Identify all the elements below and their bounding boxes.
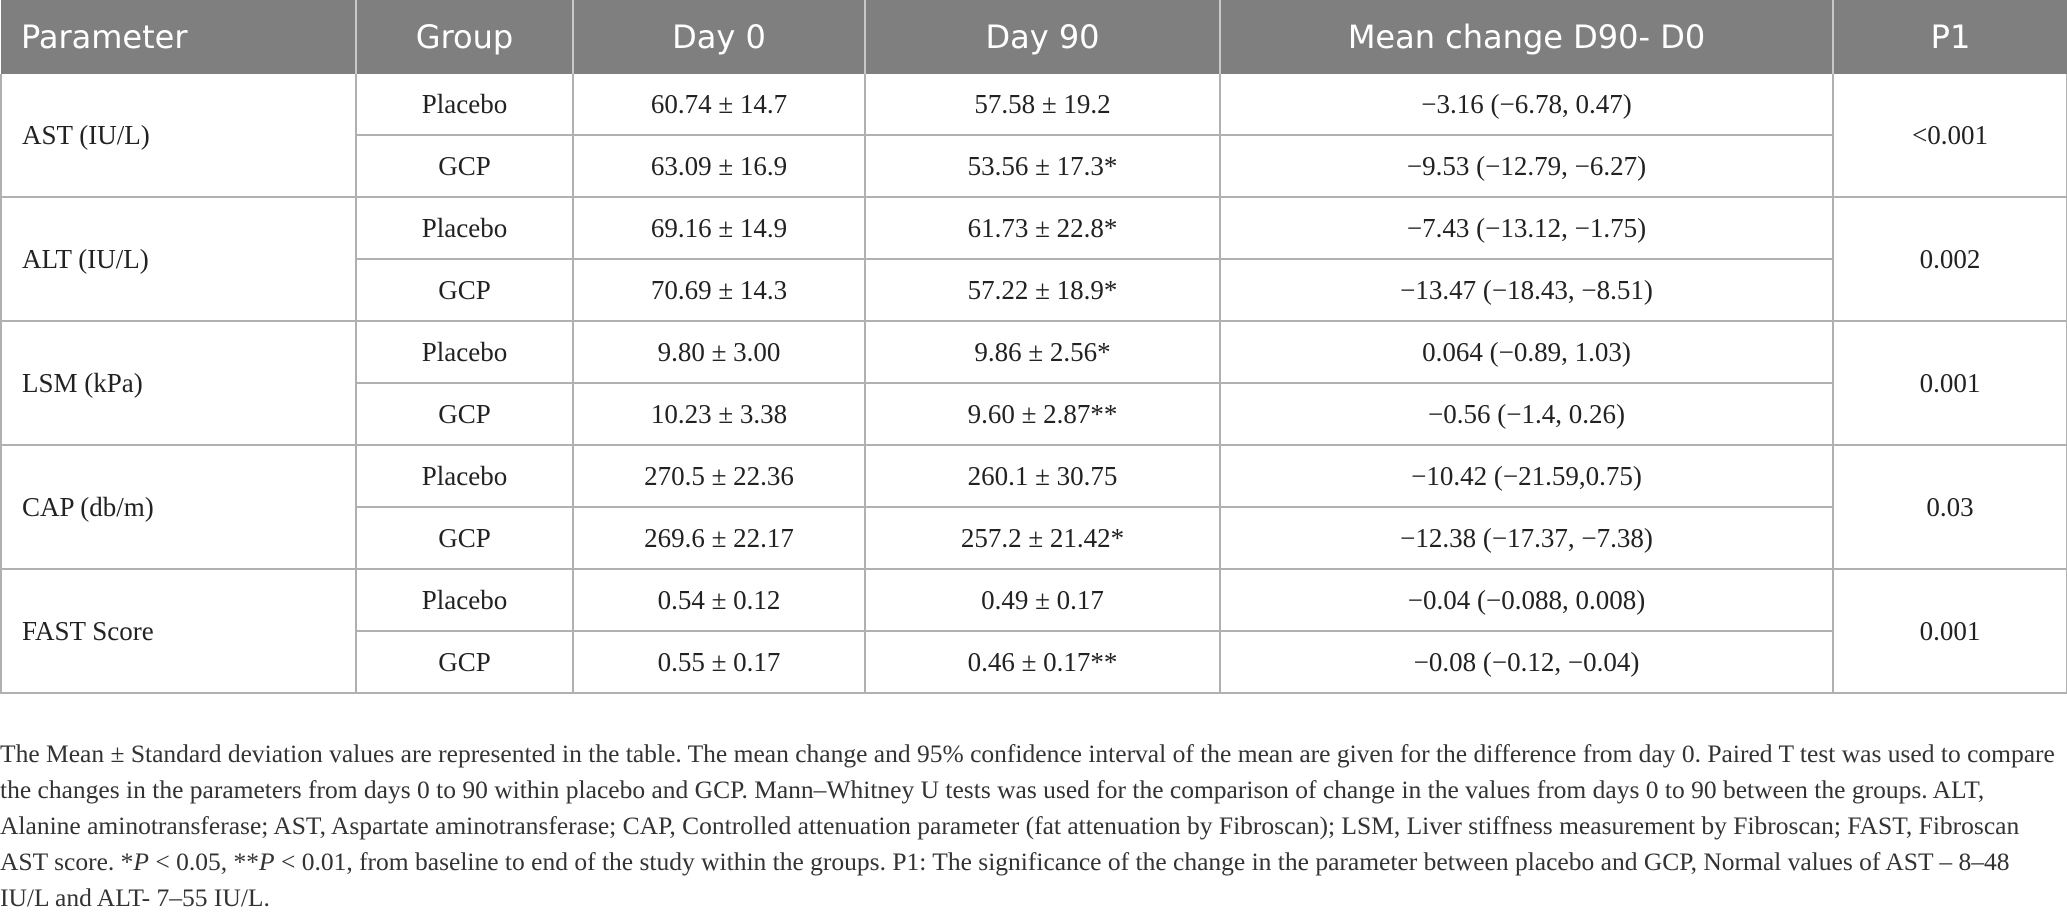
day90-cell: 9.60 ± 2.87** — [865, 383, 1220, 445]
footnote-p-symbol: P — [258, 846, 275, 876]
day0-cell: 70.69 ± 14.3 — [573, 259, 865, 321]
day90-cell: 257.2 ± 21.42* — [865, 507, 1220, 569]
change-cell: −10.42 (−21.59,0.75) — [1220, 445, 1833, 507]
footnote-text-1: The Mean ± Standard deviation values are represented in the table. The mean change and 95% confidence interval of the mean are given for the difference from day 0. Paired T test was used to compare the changes in the parameters from days 0 to 90 within placebo and GCP. Mann–Whitney U tests was used for the comparison of change in the values from days 0 to 90 between the groups. ALT, Alanine aminotransferase; AST, Aspartate aminotransferase; CAP, Controlled attenuation parameter (fat attenuation by Fibroscan); LSM, Liver stiffness measurement by Fibroscan; FAST, Fibroscan AST score. * — [0, 738, 2055, 876]
header-row — [1, 0, 2067, 74]
day90-cell: 260.1 ± 30.75 — [865, 445, 1220, 507]
table-row — [1, 569, 2067, 631]
header-group: Group — [356, 0, 573, 74]
parameter-cell: FAST Score — [1, 569, 356, 693]
day0-cell: 270.5 ± 22.36 — [573, 445, 865, 507]
group-cell: Placebo — [356, 74, 573, 135]
day0-cell: 60.74 ± 14.7 — [573, 74, 865, 135]
footnote-text-2: < 0.05, ** — [148, 846, 259, 876]
day90-cell: 9.86 ± 2.56* — [865, 321, 1220, 383]
footnote-p-symbol: P — [133, 846, 149, 876]
change-cell: −13.47 (−18.43, −8.51) — [1220, 259, 1833, 321]
change-cell: −9.53 (−12.79, −6.27) — [1220, 135, 1833, 197]
change-cell: −0.08 (−0.12, −0.04) — [1220, 631, 1833, 693]
p1-cell: 0.03 — [1833, 445, 2067, 569]
day90-cell: 57.58 ± 19.2 — [865, 74, 1220, 135]
table-row — [1, 445, 2067, 507]
day90-cell: 53.56 ± 17.3* — [865, 135, 1220, 197]
day90-cell: 61.73 ± 22.8* — [865, 197, 1220, 259]
day0-cell: 9.80 ± 3.00 — [573, 321, 865, 383]
group-cell: Placebo — [356, 569, 573, 631]
header-day90: Day 90 — [865, 0, 1220, 74]
p1-cell: 0.001 — [1833, 321, 2067, 445]
day90-cell: 0.49 ± 0.17 — [865, 569, 1220, 631]
p1-cell: 0.001 — [1833, 569, 2067, 693]
header-parameter: Parameter — [1, 0, 356, 74]
group-cell: GCP — [356, 383, 573, 445]
day0-cell: 269.6 ± 22.17 — [573, 507, 865, 569]
change-cell: −12.38 (−17.37, −7.38) — [1220, 507, 1833, 569]
group-cell: Placebo — [356, 197, 573, 259]
footnote-text-3: < 0.01, from baseline to end of the study within the groups. P1: The significance of the change in the parameter between placebo and GCP, Normal values of AST – 8–48 IU/L and ALT- 7–55 IU/L. — [0, 846, 2010, 912]
change-cell: −3.16 (−6.78, 0.47) — [1220, 74, 1833, 135]
header-mean-change: Mean change D90- D0 — [1220, 0, 1833, 74]
parameter-cell: ALT (IU/L) — [1, 197, 356, 321]
group-cell: GCP — [356, 631, 573, 693]
day0-cell: 0.54 ± 0.12 — [573, 569, 865, 631]
group-cell: Placebo — [356, 321, 573, 383]
change-cell: −7.43 (−13.12, −1.75) — [1220, 197, 1833, 259]
table-row — [1, 74, 2067, 135]
p1-cell: <0.001 — [1833, 74, 2067, 197]
parameter-cell: CAP (db/m) — [1, 445, 356, 569]
header-p1: P1 — [1833, 0, 2067, 74]
parameter-cell: LSM (kPa) — [1, 321, 356, 445]
day0-cell: 0.55 ± 0.17 — [573, 631, 865, 693]
group-cell: GCP — [356, 135, 573, 197]
parameter-cell: AST (IU/L) — [1, 74, 356, 197]
day0-cell: 63.09 ± 16.9 — [573, 135, 865, 197]
day90-cell: 57.22 ± 18.9* — [865, 259, 1220, 321]
day0-cell: 10.23 ± 3.38 — [573, 383, 865, 445]
change-cell: 0.064 (−0.89, 1.03) — [1220, 321, 1833, 383]
change-cell: −0.56 (−1.4, 0.26) — [1220, 383, 1833, 445]
day0-cell: 69.16 ± 14.9 — [573, 197, 865, 259]
group-cell: Placebo — [356, 445, 573, 507]
change-cell: −0.04 (−0.088, 0.008) — [1220, 569, 1833, 631]
group-cell: GCP — [356, 507, 573, 569]
table-row — [1, 321, 2067, 383]
header-day0: Day 0 — [573, 0, 865, 74]
group-cell: GCP — [356, 259, 573, 321]
table-footnote — [0, 736, 2060, 916]
p1-cell: 0.002 — [1833, 197, 2067, 321]
table-row — [1, 197, 2067, 259]
day90-cell: 0.46 ± 0.17** — [865, 631, 1220, 693]
